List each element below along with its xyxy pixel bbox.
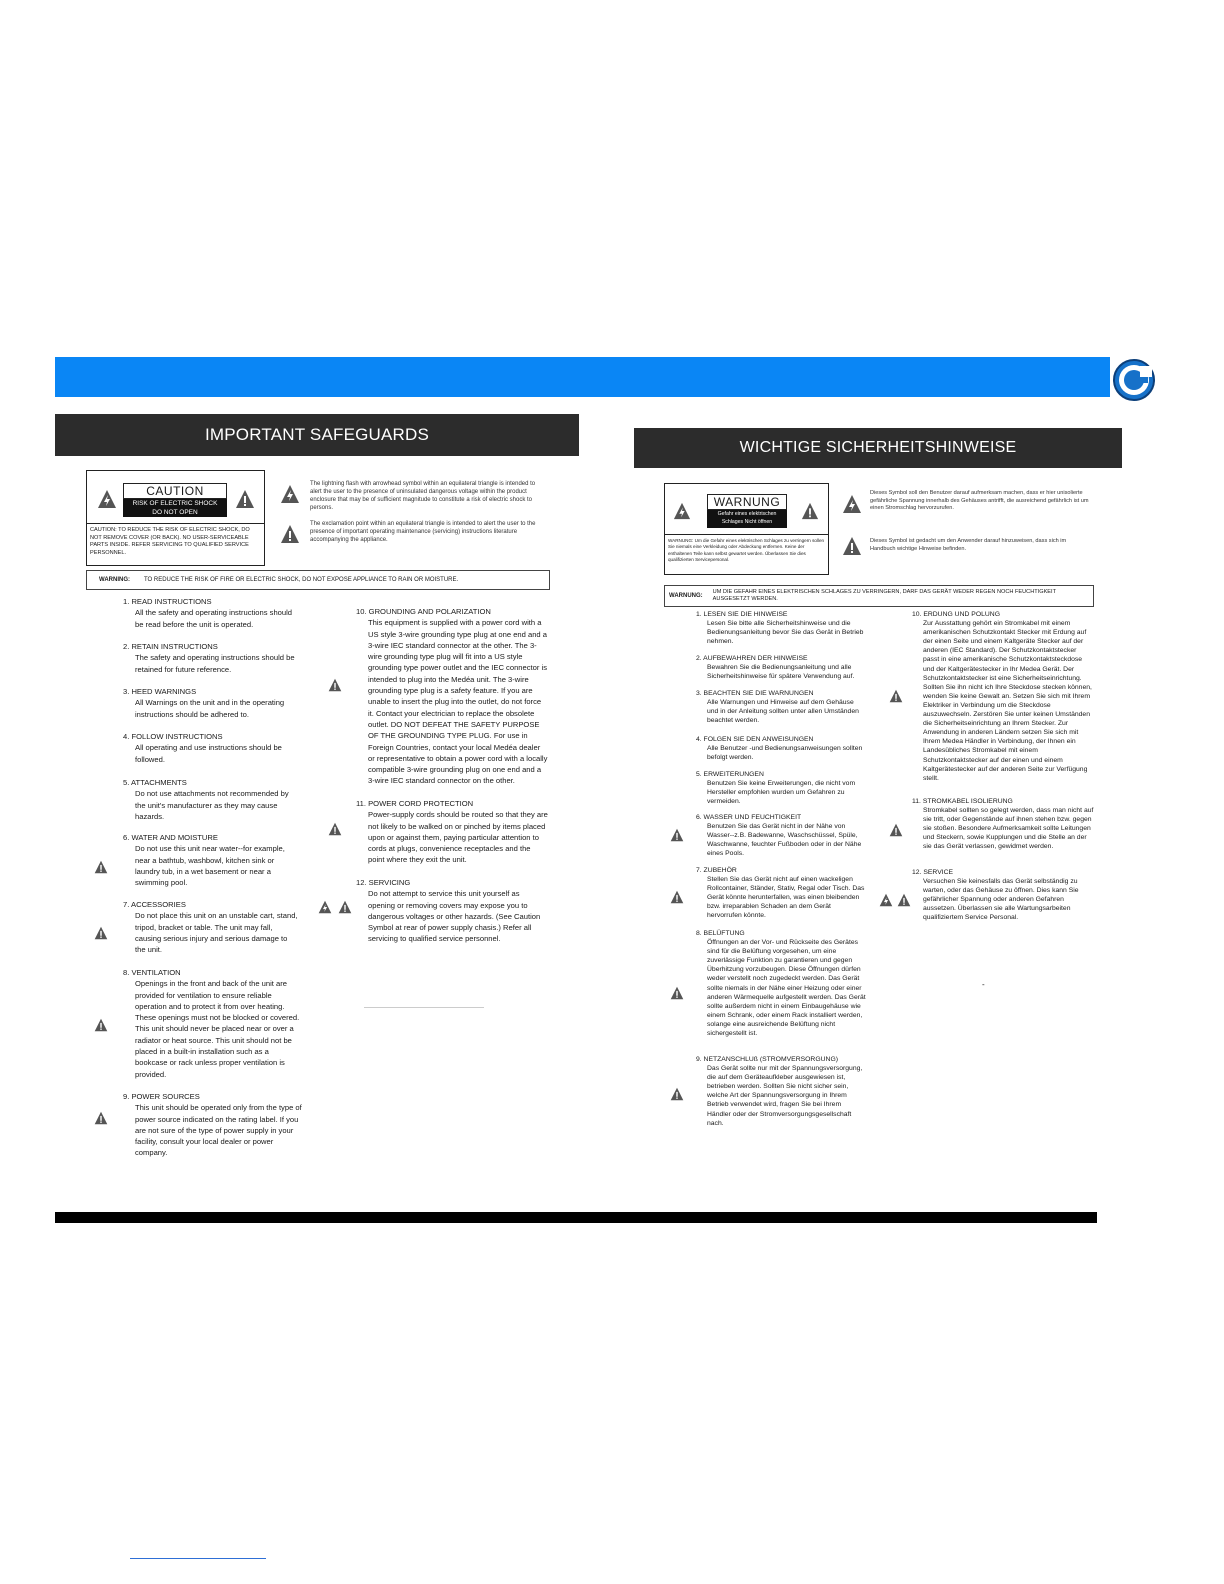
exclamation-triangle-icon [889,689,903,703]
exclamation-triangle-icon [94,860,108,874]
list-item: 11. STROMKABEL ISOLIERUNG Stromkabel sollten so gelegt werden, dass man nicht auf sie tritt, oder Gegenstände auf ihnen stehen bzw. gegen sie stoßen. Besondere Aufmerksamkeit sollte Leitungen und Steckern, sowie Kupplungen und die Stelle an der sie das Gerät verlassen, gewidmet werden. [912,798,1094,851]
list-item: 1. READ INSTRUCTIONS All the safety and operating instructions should be read before the unit is operated. [123,597,293,629]
list-item: 10. ERDUNG UND POLUNG Zur Ausstattung gehört ein Stromkabel mit einem amerikanischen Schutzkontakt Stecker mit Erdung auf der einen Seite und einem Kaltgeräte Stecker auf der anderen (IEC Standard). Der Schutzkontaktstecker passt in eine amerikanische Schutzkontaktsteckdose und der Kaltgerätestecker in Ihr Medea Gerät. Der Schutzkontaktstecker ist eine Sicherheitseinrichtung. Sollten Sie ihn nicht ich Ihre Steckdose stecken können, wenden Sie keine Gewalt an. Setzen Sie sich mit Ihrem Elektriker in Verbindung um die Steckdose auszuwechseln. Zerstören Sie unter keinen Umständen die Sicherheitseinrichtung an Ihrem Stecker. Zur Anwendung in anderen Ländern setzen Sie sich mit Ihrem Medea Händler in Verbindung, der Ihnen ein Landesübliches Stromkabel mit einem Schutzkontaktstecker auf der einen und einem Kaltgerätestecker auf der anderen Seite zur Verfügung stellt. [912,611,1092,782]
list-item: 3. BEACHTEN SIE DIE WARNUNGEN Alle Warnungen und Hinweise auf dem Gehäuse und in der Anleitung sollten unter allen Umständen beachtet werden. [696,690,859,725]
exclamation-triangle-icon [94,1111,108,1125]
list-item: 5. ERWEITERUNGEN Benutzen Sie keine Erweiterungen, die nicht vom Hersteller empfohlen wurden um Gefahren zu vermeiden. [696,771,856,806]
list-item: 4. FOLLOW INSTRUCTIONS All operating and use instructions should be followed. [123,732,282,764]
caution-heading: CAUTION [123,483,227,499]
list-item: 9. NETZANSCHLUß (STROMVERSORGUNG) Das Gerät sollte nur mit der Spannungsversorgung, die auf dem Geräteaufkleber ausgewiesen ist, betrieben werden. Sollten Sie nicht sicher sein, welche Art der Spannungsversorgung in Ihrem Betrieb verwendet wird, fragen Sie bei Ihrem Händler oder der Stromversorgungsgesellschaft nach. [696,1056,863,1127]
lightning-triangle-icon [842,494,862,514]
list-item: 12. SERVICE Versuchen Sie keinesfalls das Gerät selbständig zu warten, oder das Gehäuse zu öffnen. Dies kann Sie gefährlicher Spannung oder anderen Gefahren aussetzen. Überlassen sie alle Wartungsarbeiten qualifiziertem Service Personal. [912,869,1079,922]
faint-divider [364,1007,484,1008]
warning-row: WARNING: TO REDUCE THE RISK OF FIRE OR ELECTRIC SHOCK, DO NOT EXPOSE APPLIANCE TO RAIN OR MOISTURE. [86,570,550,590]
exclamation-triangle-icon [280,524,300,544]
exclamation-triangle-icon [670,1087,684,1101]
exclamation-triangle-icon [338,900,352,914]
list-item: 7. ZUBEHÖR Stellen Sie das Gerät nicht auf einen wackeligen Rollcontainer, Ständer, Stativ, Regal oder Tisch. Das Gerät könnte herunterfallen, was einen bleibenden bzw. irreparablen Schaden an dem Gerät hervorrufen könnte. [696,867,865,920]
exclamation-triangle-icon [328,678,342,692]
list-item: 4. FOLGEN SIE DEN ANWEISUNGEN Alle Benutzer -und Bedienungsanweisungen sollten befolgt werden. [696,736,863,762]
lightning-triangle-icon [318,900,332,914]
exclamation-triangle-icon [94,1018,108,1032]
exclamation-triangle-icon [670,828,684,842]
link-underline [130,1558,266,1559]
list-item: 11. POWER CORD PROTECTION Power-supply cords should be routed so that they are not likely to be walked on or pinched by items placed upon or against them, paying particular attention to cords at plugs, convenience receptacles and the point where they exit the unit. [356,799,548,865]
page-title-german: WICHTIGE SICHERHEITSHINWEISE [634,428,1122,468]
lightning-triangle-icon [879,893,893,907]
warning-row-de: WARNUNG: UM DIE GEFAHR EINES ELEKTRISCHEN SCHLAGES ZU VERRINGERN, DARF DAS GERÄT WEDER REGEN NOCH FEUCHTIGKEIT AUSGESETZT WERDEN. [664,585,1094,607]
list-item: 2. AUFBEWAHREN DER HINWEISE Bewahren Sie die Bedienungsanleitung und alle Sicherheitshinweise für spätere Verwendung auf. [696,655,855,681]
exclamation-triangle-icon [842,536,862,556]
list-item: 6. WATER AND MOISTURE Do not use this unit near water--for example, near a bathtub, washbowl, kitchen sink or laundry tub, in a wet basement or near a swimming pool. [123,833,285,888]
warning-box [664,483,829,575]
warning-heading: WARNUNG [707,494,787,510]
list-item: 12. SERVICING Do not attempt to service this unit yourself as opening or removing covers may expose you to dangerous voltages or other hazards. (See Caution Symbol at rear of power supply chasis.) Refer all servicing to qualified service personnel. [356,878,541,944]
lightning-symbol-text: The lightning flash with arrowhead symbol within an equilateral triangle is intended to alert the user to the presence of uninsulated dangerous voltage within the product enclosure that may be of sufficient magnitude to constitute a risk of electric shock to persons. [310,481,536,511]
list-item: 9. POWER SOURCES This unit should be operated only from the type of power source indicated on the rating label. If you are not sure of the type of power supply in your facility, consult your local dealer or power company. [123,1092,302,1158]
caution-box [86,470,265,566]
list-item: 8. BELÜFTUNG Öffnungen an der Vor- und Rückseite des Gerätes sind für die Belüftung vorgesehen, um eine zuverlässige Funktion zu garantieren und gegen Überhitzung vorzubeugen. Diese Öffnungen dürfen weder verstellt noch zugedeckt werden. Das Gerät sollte niemals in der Nähe einer Heizung oder einer anderen Wärmequelle aufgestellt werden. Das Gerät sollte außerdem nicht in einem Einbaugehäuse wie einem Schrank, oder einem Rack installiert werden, solange eine ausreichende Belüftung nicht sichergestellt ist. [696,930,866,1038]
caution-sub: RISK OF ELECTRIC SHOCK DO NOT OPEN [123,499,227,517]
lightning-symbol-text-de: Dieses Symbol soll den Benutzer darauf aufmerksam machen, dass er hier unisolierte gefährliche Spannung innerhalb des Gehäuses antrifft, die ausreichend gefährlich ist um einen Stromschlag hervorzurufen. [870,490,1089,511]
list-item: 5. ATTACHMENTS Do not use attachments not recommended by the unit's manufacturer as they may cause hazards. [123,778,289,821]
caution-text: CAUTION: TO REDUCE THE RISK OF ELECTRIC SHOCK, DO NOT REMOVE COVER (OR BACK). NO USER-SERVICEABLE PARTS INSIDE. REFER SERVICING TO QUALIFIED SERVICE PERSONNEL. [90,527,250,556]
lightning-triangle-icon [97,489,117,509]
exclamation-triangle-icon [235,489,255,509]
page-title-english: IMPORTANT SAFEGUARDS [55,414,579,456]
exclamation-triangle-icon [889,823,903,837]
list-item: 6. WASSER UND FEUCHTIGKEIT Benutzen Sie das Gerät nicht in der Nähe von Wasser--z.B. Badewanne, Waschschüssel, Spüle, Waschwanne, feuchter Fußboden oder in der Nähe eines Pools. [696,814,862,858]
exclamation-triangle-icon [897,893,911,907]
stray-dash: - [982,980,985,989]
exclamation-triangle-icon [670,890,684,904]
warning-sub: Gefahr eines elektrischen Schlages Nicht öffnen [707,510,787,528]
exclamation-symbol-text: The exclamation point within an equilateral triangle is intended to alert the user to the presence of important operating maintenance (servicing) instructions literature accompanying the appliance. [310,521,536,543]
top-blue-banner [55,357,1110,397]
list-item: 8. VENTILATION Openings in the front and back of the unit are provided for ventilation to ensure reliable operation and to protect it from over heating. These openings must not be blocked or covered. This unit should never be placed near or over a radiator or heat source. This unit should not be placed in a built-in installation such as a bookcase or rack unless proper ventilation is provided. [123,968,300,1079]
exclamation-symbol-text-de: Dieses Symbol ist gedacht um den Anwender darauf hinzuweisen, dass sich im Handbuch wichtige Hinweise befinden. [870,538,1067,552]
list-item: 2. RETAIN INSTRUCTIONS The safety and operating instructions should be retained for future reference. [123,642,295,674]
bottom-black-bar [55,1212,1097,1223]
list-item: 7. ACCESSORIES Do not place this unit on an unstable cart, stand, tripod, bracket or table. The unit may fall, causing serious injury and serious damage to the unit. [123,900,298,955]
list-item: 3. HEED WARNINGS All Warnings on the unit and in the operating instructions should be adhered to. [123,687,285,719]
exclamation-triangle-icon [328,822,342,836]
warning-box-text: WARNUNG: Um die Gefahr eines elektrischen Schlages zu verringern sollen Sie niemals eine Verkleidung oder Abdeckung entfernen. Keine der enthaltenen Teile kann selbst gewartet werden. Überlassen Sie dies qualifizierten Servicepersonal. [668,538,825,563]
exclamation-triangle-icon [94,926,108,940]
list-item: 1. LESEN SIE DIE HINWEISE Lesen Sie bitte alle Sicherheitshinweise und die Bedienungsanleitung bevor Sie das Gerät in Betrieb nehmen. [696,611,864,646]
list-item: 10. GROUNDING AND POLARIZATION This equipment is supplied with a power cord with a US style 3-wire grounding type plug at one end and a 3-wire IEC standard connector at the other. The 3-wire grounding type plug will fit into a US style grounding type power outlet and the IEC connector is intended to plug into the Medéa unit. The 3-wire grounding type plug is a safety feature. If you are unable to insert the plug into the outlet, do not force it. Contact your electrician to replace the obsolete outlet. DO NOT DEFEAT THE SAFETY PURPOSE OF THE GROUNDING TYPE PLUG. For use in Foreign Countries, contact your local Medéa dealer or representative to obtain a power cord with a locally compatible 3-wire grounding plug on one end and a 3-wire IEC standard connector on the other. [356,607,548,786]
lightning-triangle-icon [280,484,300,504]
exclamation-triangle-icon [801,502,819,520]
lightning-triangle-icon [673,502,691,520]
exclamation-triangle-icon [670,986,684,1000]
g-logo-icon [1112,358,1156,402]
